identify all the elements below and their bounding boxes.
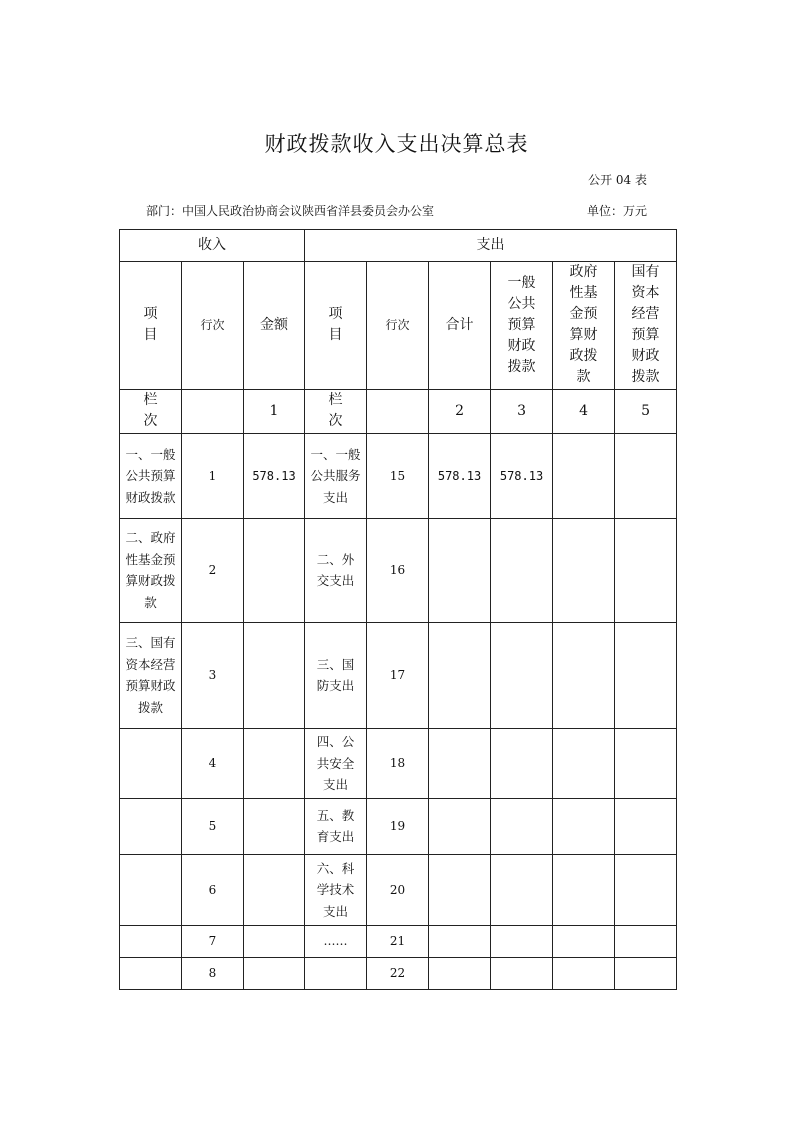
income-amount	[244, 729, 305, 799]
capital-value	[615, 729, 677, 799]
fund-value	[553, 958, 615, 990]
general-value	[491, 519, 553, 623]
expense-item	[305, 958, 367, 990]
expense-item: 二、外交支出	[305, 519, 367, 623]
income-row-no: 3	[182, 623, 244, 729]
general-value	[491, 855, 553, 926]
general-value	[491, 799, 553, 855]
expense-item: 一、一般公共服务支出	[305, 434, 367, 519]
expense-row-no: 20	[367, 855, 429, 926]
department-label: 部门：中国人民政治协商会议陕西省洋县委员会办公室	[146, 204, 435, 218]
total-value	[429, 855, 491, 926]
income-item	[120, 855, 182, 926]
expense-header: 支出	[305, 230, 677, 262]
income-item	[120, 729, 182, 799]
form-code: 公开 04 表	[588, 173, 647, 187]
income-item	[120, 799, 182, 855]
expense-item: 三、国防支出	[305, 623, 367, 729]
general-value	[491, 958, 553, 990]
table-row	[120, 434, 677, 519]
income-row-no: 2	[182, 519, 244, 623]
income-item: 一、一般公共预算财政拨款	[120, 434, 182, 519]
expense-row-no-header: 行次	[367, 262, 429, 390]
income-row-no-header: 行次	[182, 262, 244, 390]
general-value	[491, 926, 553, 958]
col-number-2: 2	[429, 390, 491, 434]
fund-value	[553, 855, 615, 926]
income-row-no: 6	[182, 855, 244, 926]
income-row-no: 5	[182, 799, 244, 855]
fund-value	[553, 623, 615, 729]
total-value	[429, 958, 491, 990]
income-amount	[244, 926, 305, 958]
expense-row-no: 15	[367, 434, 429, 519]
income-header: 收入	[120, 230, 305, 262]
income-item-header: 项目	[120, 262, 182, 390]
income-amount	[244, 855, 305, 926]
total-value	[429, 799, 491, 855]
header-row-columns	[120, 262, 677, 390]
table-row	[120, 855, 677, 926]
income-row-no: 8	[182, 958, 244, 990]
col-blank-1	[182, 390, 244, 434]
col-blank-2	[367, 390, 429, 434]
expense-item: 四、公共安全支出	[305, 729, 367, 799]
general-budget-header: 一般公共预算财政拨款	[491, 262, 553, 390]
state-capital-header: 国有资本经营预算财政拨款	[615, 262, 677, 390]
income-amount	[244, 958, 305, 990]
fund-value	[553, 729, 615, 799]
total-value	[429, 926, 491, 958]
income-amount	[244, 519, 305, 623]
total-value	[429, 623, 491, 729]
table-row	[120, 926, 677, 958]
table-row	[120, 729, 677, 799]
unit-label: 单位：万元	[586, 204, 647, 218]
capital-value	[615, 623, 677, 729]
expense-row-no: 21	[367, 926, 429, 958]
income-item: 二、政府性基金预算财政拨款	[120, 519, 182, 623]
capital-value	[615, 926, 677, 958]
income-amount	[244, 799, 305, 855]
table-row	[120, 958, 677, 990]
fund-value	[553, 926, 615, 958]
fund-value	[553, 799, 615, 855]
income-amount: 578.13	[244, 434, 305, 519]
col-label-expense: 栏次	[305, 390, 367, 434]
income-row-no: 1	[182, 434, 244, 519]
general-value: 578.13	[491, 434, 553, 519]
expense-row-no: 22	[367, 958, 429, 990]
table-row	[120, 519, 677, 623]
total-value: 578.13	[429, 434, 491, 519]
income-row-no: 7	[182, 926, 244, 958]
col-label-income: 栏次	[120, 390, 182, 434]
total-value	[429, 729, 491, 799]
expense-row-no: 18	[367, 729, 429, 799]
expense-item: ……	[305, 926, 367, 958]
total-header: 合计	[429, 262, 491, 390]
income-row-no: 4	[182, 729, 244, 799]
income-item	[120, 926, 182, 958]
total-value	[429, 519, 491, 623]
table-row	[120, 623, 677, 729]
expense-item-header: 项目	[305, 262, 367, 390]
capital-value	[615, 519, 677, 623]
col-number-3: 3	[491, 390, 553, 434]
expense-row-no: 16	[367, 519, 429, 623]
fund-value	[553, 434, 615, 519]
col-number-4: 4	[553, 390, 615, 434]
income-amount-header: 金额	[244, 262, 305, 390]
capital-value	[615, 799, 677, 855]
general-value	[491, 623, 553, 729]
capital-value	[615, 434, 677, 519]
column-number-row	[120, 390, 677, 434]
table-row	[120, 799, 677, 855]
income-item: 三、国有资本经营预算财政拨款	[120, 623, 182, 729]
general-value	[491, 729, 553, 799]
gov-fund-header: 政府性基金预算财政拨款	[553, 262, 615, 390]
income-item	[120, 958, 182, 990]
budget-table	[119, 229, 677, 990]
page-title: 财政拨款收入支出决算总表	[264, 132, 529, 156]
income-amount	[244, 623, 305, 729]
expense-item: 六、科学技术支出	[305, 855, 367, 926]
header-row-top	[120, 230, 677, 262]
expense-row-no: 17	[367, 623, 429, 729]
expense-row-no: 19	[367, 799, 429, 855]
capital-value	[615, 958, 677, 990]
capital-value	[615, 855, 677, 926]
col-number-1: 1	[244, 390, 305, 434]
col-number-5: 5	[615, 390, 677, 434]
fund-value	[553, 519, 615, 623]
expense-item: 五、教育支出	[305, 799, 367, 855]
